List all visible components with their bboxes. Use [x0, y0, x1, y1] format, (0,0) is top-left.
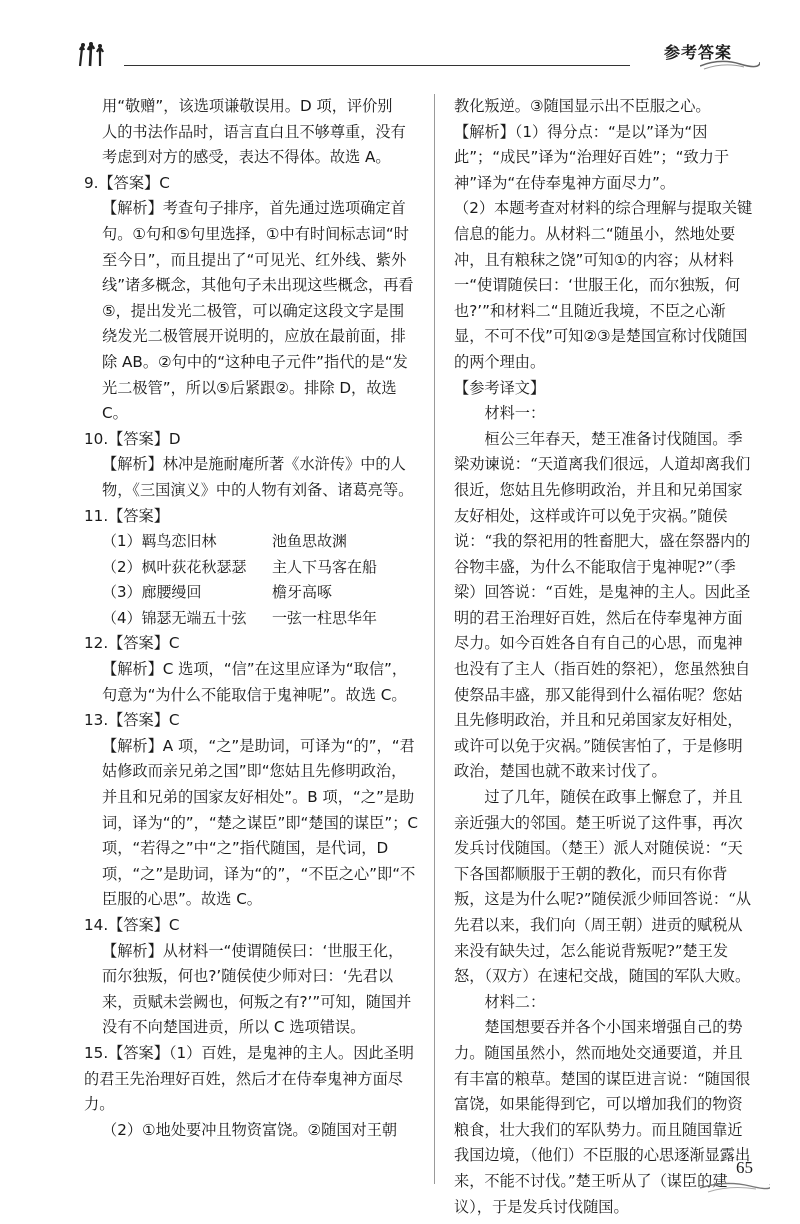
- header-swoosh-icon: [700, 56, 760, 72]
- idiom-first: （2）枫叶荻花秋瑟瑟: [102, 557, 247, 576]
- idiom-first: （3）廊腰缦回: [102, 583, 202, 602]
- right-column: [454, 94, 754, 1220]
- column-divider: [434, 94, 435, 1184]
- q15-answer-part2: （2）①地处要冲且物资富饶。②随国对王朝: [102, 1120, 398, 1139]
- footer-swoosh-icon: [700, 1180, 770, 1194]
- q13-explanation: 【解析】A 项，“之”是助词，可译为“的”，“君姑修政而亲兄弟之国”即“您姑且先修明政治，并且和兄弟的国家友好相处”。B 项，“之”是助词，译为“的”，“楚之谋臣”即“楚国的谋臣”；C 项，“若得之”中“之”指代随国，是代词，D 项，“之”是助词，译为“的”，“不臣之心”即“不臣服的心思”。故选 C。: [102, 736, 419, 909]
- translation-para-3: 楚国想要吞并各个小国来增强自己的势力。随国虽然小，然而地处交通要道，并且有丰富的粮草。楚国的谋臣进言说：“随国很富饶，如果能得到它，可以增加我们的物资粮食，壮大我们的军队势力。而且随国靠近我国边境，（他们）不臣服的心思逐渐显露出来，不能不讨伐。”楚王听从了（谋臣的建议），于是发兵讨伐随国。: [454, 1018, 751, 1216]
- material-one-label: 材料一：: [484, 404, 546, 423]
- q8-tail-1: 用“敬赠”，该选项谦敬误用。D 项，评价别: [102, 97, 393, 115]
- q14-explanation: 【解析】从材料一“使谓随侯曰：‘世服王化，而尔独叛，何也?’随侯使少师对曰：‘先君以来，贡赋未尝阙也，何叛之有?’”可知，随国并没有不向楚国进贡，所以 C 选项错误。: [102, 941, 412, 1037]
- header-title: 参考答案: [663, 43, 732, 62]
- q15-answer-cont: 教化叛逆。③随国显示出不臣服之心。: [454, 97, 711, 115]
- translation-para-2: 过了几年，随侯在政事上懈怠了，并且亲近强大的邻国。楚王听说了这件事，再次发兵讨伐随国。（楚王）派人对随侯说：“天下各国都顺服于王朝的教化，而只有你背叛，这是为什么呢?”随侯派少师回答说：“从先君以来，我们向（周王朝）进贡的赋税从来没有缺失过，怎么能说背叛呢?”楚王发怒，（双方）在速杞交战，随国的军队大败。: [454, 788, 752, 986]
- idiom-row: [102, 555, 377, 581]
- q10-answer: 10.【答案】D: [84, 429, 181, 448]
- idiom-first: （4）锦瑟无端五十弦: [102, 608, 247, 627]
- translation-para-1: 桓公三年春天，楚王准备讨伐随国。季梁劝谏说：“天道离我们很远，人道却离我们很近，您姑且先修明政治，并且和兄弟国家友好相处，这样或许可以免于灾祸。”随侯说：“我的祭祀用的牲畜肥大，盛在祭器内的谷物丰盛，为什么不能取信于鬼神呢?”（季梁）回答说：“百姓，是鬼神的主人。因此圣明的君王治理好百姓，然后在侍奉鬼神方面尽力。如今百姓各自有自己的心思，而鬼神也没有了主人（指百姓的祭祀），您虽然独自使祭品丰盛，那又能得到什么福佑呢？您姑且先修明政治，并且和兄弟国家友好相处，或许可以免于灾祸。”随侯害怕了，于是修明政治，楚国也就不敢来讨伐了。: [454, 429, 751, 781]
- idiom-second: 檐牙高啄: [272, 583, 333, 602]
- q15-explanation-2: （2）本题考查对材料的综合理解与提取关键信息的能力。从材料二“随虽小，然地处要冲，且有粮秣之饶”可知①的内容；从材料一“使谓随侯曰：‘世服王化，而尔独叛，何也?’”和材料二“且随近我境，不臣之心渐显，不可不伐”可知②③是楚国宣称讨伐随国的两个理由。: [454, 199, 753, 371]
- q15-answer: 15.【答案】（1）百姓，是鬼神的主人。因此圣明的君王先治理好百姓，然后才在侍奉鬼神方面尽力。: [84, 1043, 414, 1114]
- q10-explanation: 【解析】林冲是施耐庵所著《水浒传》中的人物，《三国演义》中的人物有刘备、诸葛亮等。: [102, 455, 414, 499]
- idiom-row: [102, 529, 377, 555]
- q15-explanation-1: 【解析】（1）得分点：“是以”译为“因此”；“成民”译为“治理好百姓”；“致力于神”译为“在侍奉鬼神方面尽力”。: [454, 122, 730, 192]
- left-column: [84, 94, 418, 1143]
- q13-answer: 13.【答案】C: [84, 711, 180, 730]
- q11-answer: 11.【答案】: [84, 506, 169, 525]
- q9-answer: 9.【答案】C: [84, 173, 170, 192]
- q12-explanation: 【解析】C 选项，“信”在这里应译为“取信”，句意为“为什么不能取信于鬼神呢”。故选 C。: [102, 660, 408, 704]
- idiom-second: 一弦一柱思华年: [272, 608, 378, 627]
- page-header: [70, 36, 760, 76]
- idiom-first: （1）羁鸟恋旧林: [102, 532, 217, 551]
- figures-logo-icon: [76, 42, 116, 68]
- header-rule: [124, 65, 630, 66]
- idiom-second: 池鱼思故渊: [272, 532, 348, 551]
- q14-answer: 14.【答案】C: [84, 916, 180, 934]
- material-two-label: 材料二：: [484, 992, 546, 1011]
- q8-tail-2: 人的书法作品时，语言直白且不够尊重，没有: [102, 122, 406, 141]
- idiom-row: [102, 580, 377, 606]
- q9-explanation: 【解析】考查句子排序，首先通过选项确定首句。①句和⑤句里选择，①中有时间标志词“时至今日”，而且提出了“可见光、红外线、紫外线”诸多概念，其他句子未出现这些概念，再看⑤，提出发光二极管，可以确定这段文字是围绕发光二极管展开说明的，应放在最前面，排除 AB。②句中的“这种电子元件”指代的是“发光二极管”，所以⑤后紧跟②。排除 D，故选 C。: [102, 199, 414, 423]
- translation-heading: 【参考译文】: [454, 378, 546, 397]
- idiom-second: 主人下马客在船: [272, 557, 378, 576]
- idiom-row: [102, 606, 377, 632]
- page-number: 65: [736, 1158, 753, 1177]
- q8-tail-3: 考虑到对方的感受，表达不得体。故选 A。: [102, 148, 391, 167]
- q12-answer: 12.【答案】C: [84, 634, 180, 653]
- q11-idiom-table: [102, 529, 377, 631]
